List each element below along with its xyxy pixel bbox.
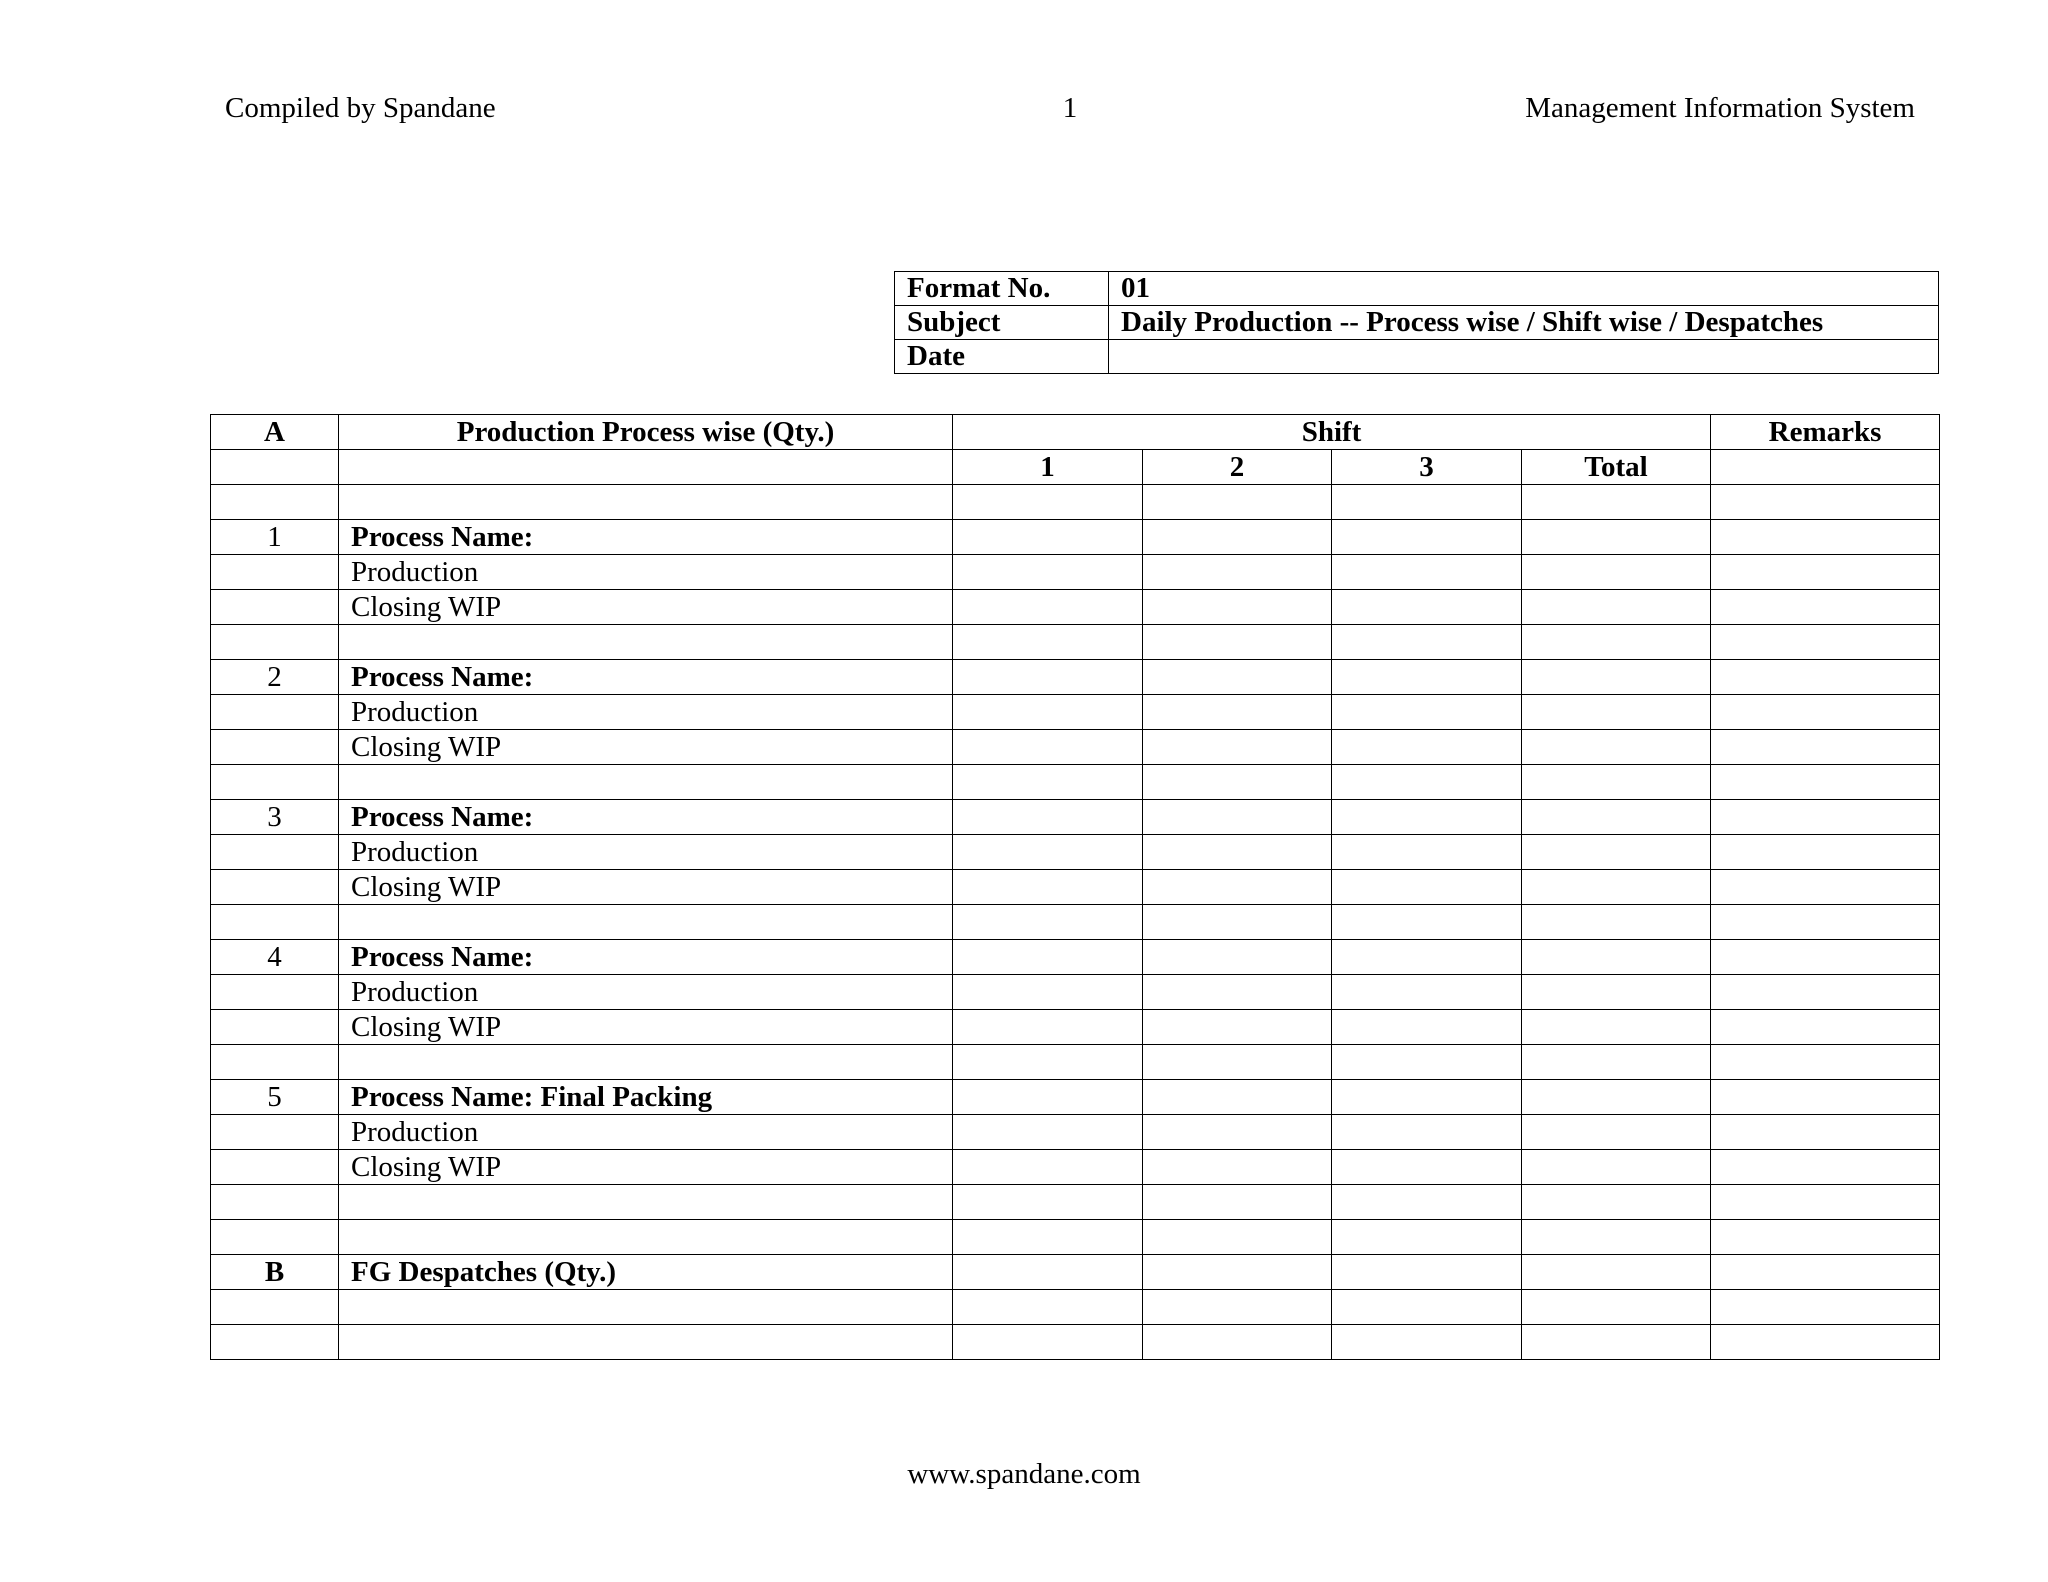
- table-cell: [1143, 975, 1332, 1010]
- column-header-process: Production Process wise (Qty.): [339, 415, 953, 450]
- table-cell: [1711, 485, 1940, 520]
- table-cell: [1711, 1115, 1940, 1150]
- table-cell: [1522, 625, 1711, 660]
- table-cell: [339, 1220, 953, 1255]
- row-label: Production: [339, 695, 953, 730]
- table-header-row: [211, 415, 1940, 450]
- table-cell: [1522, 1080, 1711, 1115]
- table-cell: [211, 1045, 339, 1080]
- spacer-row: [211, 1290, 1940, 1325]
- table-cell: [1522, 555, 1711, 590]
- table-cell: [1711, 555, 1940, 590]
- table-cell: [1143, 590, 1332, 625]
- table-cell: [1711, 1290, 1940, 1325]
- table-cell: [953, 695, 1143, 730]
- table-cell: [211, 1010, 339, 1045]
- row-number: 1: [211, 520, 339, 555]
- production-row: [211, 555, 1940, 590]
- table-cell: [1143, 1115, 1332, 1150]
- shift-2-header: 2: [1143, 450, 1332, 485]
- process-name-row: [211, 660, 1940, 695]
- shift-total-header: Total: [1522, 450, 1711, 485]
- production-table: [210, 414, 1940, 1360]
- table-cell: [211, 555, 339, 590]
- table-cell: [211, 590, 339, 625]
- table-cell: [1522, 940, 1711, 975]
- table-cell: [1332, 1080, 1522, 1115]
- closing-wip-row: [211, 1150, 1940, 1185]
- table-cell: [1711, 800, 1940, 835]
- table-cell: [1143, 1150, 1332, 1185]
- table-cell: [1522, 765, 1711, 800]
- table-cell: [1332, 835, 1522, 870]
- shift-1-header: 1: [953, 450, 1143, 485]
- format-row: [895, 272, 1939, 306]
- table-cell: [1711, 520, 1940, 555]
- table-cell: [1143, 800, 1332, 835]
- table-cell: [1332, 800, 1522, 835]
- table-cell: [1522, 1255, 1711, 1290]
- production-row: [211, 695, 1940, 730]
- table-cell: [1332, 1290, 1522, 1325]
- table-cell: [953, 625, 1143, 660]
- table-cell: [211, 905, 339, 940]
- section-b-row: [211, 1255, 1940, 1290]
- table-cell: [1522, 485, 1711, 520]
- spacer-row: [211, 1045, 1940, 1080]
- table-cell: [211, 485, 339, 520]
- spacer-row: [211, 1220, 1940, 1255]
- table-cell: [1711, 905, 1940, 940]
- table-cell: [339, 905, 953, 940]
- production-row: [211, 835, 1940, 870]
- table-cell: [1143, 555, 1332, 590]
- table-cell: [1522, 730, 1711, 765]
- table-cell: [953, 1010, 1143, 1045]
- table-cell: [211, 1290, 339, 1325]
- row-label: Production: [339, 555, 953, 590]
- date-label: Date: [895, 340, 1109, 374]
- table-cell: [1522, 835, 1711, 870]
- table-cell: [953, 1150, 1143, 1185]
- spacer-row: [211, 765, 1940, 800]
- table-cell: [211, 835, 339, 870]
- table-cell: [1711, 695, 1940, 730]
- table-cell: [1522, 660, 1711, 695]
- table-cell: [339, 485, 953, 520]
- table-cell: [1522, 1010, 1711, 1045]
- table-cell: [1522, 1045, 1711, 1080]
- table-cell: [211, 1325, 339, 1360]
- table-cell: [1143, 660, 1332, 695]
- header-page-number: 1: [1062, 92, 1078, 124]
- footer-url: www.spandane.com: [907, 1458, 1141, 1490]
- header-compiled-by: Compiled by Spandane: [225, 92, 496, 124]
- process-rows: [211, 485, 1940, 1360]
- format-value: 01: [1109, 272, 1939, 306]
- table-cell: [1143, 625, 1332, 660]
- row-number: B: [211, 1255, 339, 1290]
- table-cell: [1711, 940, 1940, 975]
- table-cell: [1332, 660, 1522, 695]
- table-cell: [953, 870, 1143, 905]
- spacer-row: [211, 1185, 1940, 1220]
- table-cell: [1522, 1150, 1711, 1185]
- table-cell: [953, 1185, 1143, 1220]
- table-cell: [1522, 1290, 1711, 1325]
- table-cell: [1143, 940, 1332, 975]
- table-cell: [1143, 485, 1332, 520]
- table-cell: [339, 625, 953, 660]
- table-cell: [339, 1045, 953, 1080]
- table-cell: [1332, 1185, 1522, 1220]
- production-row: [211, 975, 1940, 1010]
- table-cell: [1332, 485, 1522, 520]
- subject-row: [895, 306, 1939, 340]
- table-cell: [953, 660, 1143, 695]
- table-cell: [1143, 905, 1332, 940]
- closing-wip-row: [211, 870, 1940, 905]
- spacer-row: [211, 905, 1940, 940]
- table-cell: [211, 765, 339, 800]
- row-label: Process Name: Final Packing: [339, 1080, 953, 1115]
- table-cell: [1711, 870, 1940, 905]
- table-cell: [1522, 800, 1711, 835]
- spacer-row: [211, 625, 1940, 660]
- table-cell: [1522, 905, 1711, 940]
- table-cell: [1332, 1220, 1522, 1255]
- process-name-row: [211, 1080, 1940, 1115]
- table-cell: [211, 695, 339, 730]
- table-cell: [1332, 765, 1522, 800]
- spacer-row: [211, 1325, 1940, 1360]
- table-cell: [953, 590, 1143, 625]
- table-cell: [1332, 555, 1522, 590]
- table-cell: [1332, 1325, 1522, 1360]
- table-cell: [211, 975, 339, 1010]
- process-name-row: [211, 800, 1940, 835]
- row-label: Production: [339, 1115, 953, 1150]
- table-cell: [1522, 870, 1711, 905]
- row-label: Closing WIP: [339, 730, 953, 765]
- table-cell: [1143, 1220, 1332, 1255]
- table-cell: [211, 1115, 339, 1150]
- table-cell: [1143, 1290, 1332, 1325]
- table-cell: [211, 1220, 339, 1255]
- row-number: 5: [211, 1080, 339, 1115]
- table-cell: [953, 520, 1143, 555]
- table-cell: [1332, 1150, 1522, 1185]
- table-cell: [1332, 975, 1522, 1010]
- table-cell: [1332, 1115, 1522, 1150]
- row-label: Production: [339, 835, 953, 870]
- table-cell: [953, 1220, 1143, 1255]
- row-label: Closing WIP: [339, 590, 953, 625]
- table-cell: [211, 730, 339, 765]
- table-cell: [1143, 1045, 1332, 1080]
- table-cell: [953, 1045, 1143, 1080]
- format-label: Format No.: [895, 272, 1109, 306]
- table-cell: [1711, 660, 1940, 695]
- table-cell: [1711, 590, 1940, 625]
- table-cell: [1332, 625, 1522, 660]
- column-header-shift: Shift: [953, 415, 1711, 450]
- table-cell: [953, 485, 1143, 520]
- table-cell: [1711, 1150, 1940, 1185]
- date-row: [895, 340, 1939, 374]
- table-cell: [953, 975, 1143, 1010]
- table-cell: [1711, 1220, 1940, 1255]
- shift-subheader-row: [211, 450, 1940, 485]
- table-cell: [953, 1325, 1143, 1360]
- table-cell: [953, 555, 1143, 590]
- table-cell: [1711, 1010, 1940, 1045]
- spacer-row: [211, 485, 1940, 520]
- table-cell: [953, 800, 1143, 835]
- table-cell: [1143, 870, 1332, 905]
- table-cell: [953, 1115, 1143, 1150]
- table-cell: [1522, 975, 1711, 1010]
- table-cell: [1711, 450, 1940, 485]
- table-cell: [1522, 1325, 1711, 1360]
- table-cell: [339, 765, 953, 800]
- table-cell: [953, 835, 1143, 870]
- table-cell: [1332, 590, 1522, 625]
- row-label: Closing WIP: [339, 1150, 953, 1185]
- table-cell: [1332, 520, 1522, 555]
- table-cell: [1332, 940, 1522, 975]
- table-cell: [1143, 1185, 1332, 1220]
- process-name-row: [211, 940, 1940, 975]
- table-cell: [1522, 1115, 1711, 1150]
- row-number: 2: [211, 660, 339, 695]
- row-label: Process Name:: [339, 940, 953, 975]
- table-cell: [953, 765, 1143, 800]
- closing-wip-row: [211, 730, 1940, 765]
- row-label: Production: [339, 975, 953, 1010]
- table-cell: [1143, 1010, 1332, 1045]
- column-header-remarks: Remarks: [1711, 415, 1940, 450]
- table-cell: [339, 1290, 953, 1325]
- table-cell: [1711, 1080, 1940, 1115]
- table-cell: [1143, 695, 1332, 730]
- header-system-title: Management Information System: [1525, 92, 1915, 124]
- table-cell: [953, 730, 1143, 765]
- table-cell: [211, 1150, 339, 1185]
- row-label: Process Name:: [339, 520, 953, 555]
- column-header-a: A: [211, 415, 339, 450]
- closing-wip-row: [211, 590, 1940, 625]
- table-cell: [1711, 1255, 1940, 1290]
- row-label: Process Name:: [339, 660, 953, 695]
- table-cell: [1522, 520, 1711, 555]
- table-cell: [1143, 730, 1332, 765]
- row-label: Process Name:: [339, 800, 953, 835]
- table-cell: [1332, 695, 1522, 730]
- table-cell: [953, 905, 1143, 940]
- table-cell: [1711, 835, 1940, 870]
- format-info-table: [894, 271, 1939, 374]
- table-cell: [1143, 1255, 1332, 1290]
- table-cell: [953, 940, 1143, 975]
- table-cell: [1711, 730, 1940, 765]
- table-cell: [1143, 520, 1332, 555]
- closing-wip-row: [211, 1010, 1940, 1045]
- table-cell: [1711, 625, 1940, 660]
- table-cell: [339, 1185, 953, 1220]
- table-cell: [1522, 590, 1711, 625]
- table-cell: [1332, 1255, 1522, 1290]
- table-cell: [1522, 1185, 1711, 1220]
- table-cell: [211, 1185, 339, 1220]
- table-cell: [1332, 730, 1522, 765]
- date-value: [1109, 340, 1939, 374]
- table-cell: [1711, 975, 1940, 1010]
- subject-label: Subject: [895, 306, 1109, 340]
- table-cell: [953, 1290, 1143, 1325]
- process-name-row: [211, 520, 1940, 555]
- table-cell: [1711, 1185, 1940, 1220]
- table-cell: [1332, 1045, 1522, 1080]
- table-cell: [1332, 870, 1522, 905]
- table-cell: [953, 1255, 1143, 1290]
- table-cell: [1711, 765, 1940, 800]
- table-cell: [1143, 1080, 1332, 1115]
- row-number: 3: [211, 800, 339, 835]
- table-cell: [211, 450, 339, 485]
- production-row: [211, 1115, 1940, 1150]
- table-cell: [1143, 765, 1332, 800]
- table-cell: [211, 870, 339, 905]
- table-cell: [1143, 835, 1332, 870]
- table-cell: [1522, 695, 1711, 730]
- table-cell: [1522, 1220, 1711, 1255]
- table-cell: [1143, 1325, 1332, 1360]
- page-header: [225, 92, 1915, 132]
- table-cell: [1332, 905, 1522, 940]
- table-cell: [1332, 1010, 1522, 1045]
- row-label: Closing WIP: [339, 1010, 953, 1045]
- table-cell: [339, 1325, 953, 1360]
- row-label: FG Despatches (Qty.): [339, 1255, 953, 1290]
- table-cell: [1711, 1045, 1940, 1080]
- row-label: Closing WIP: [339, 870, 953, 905]
- shift-3-header: 3: [1332, 450, 1522, 485]
- table-cell: [339, 450, 953, 485]
- table-cell: [1711, 1325, 1940, 1360]
- table-cell: [211, 625, 339, 660]
- row-number: 4: [211, 940, 339, 975]
- subject-value: Daily Production -- Process wise / Shift wise / Despatches: [1109, 306, 1939, 340]
- table-cell: [953, 1080, 1143, 1115]
